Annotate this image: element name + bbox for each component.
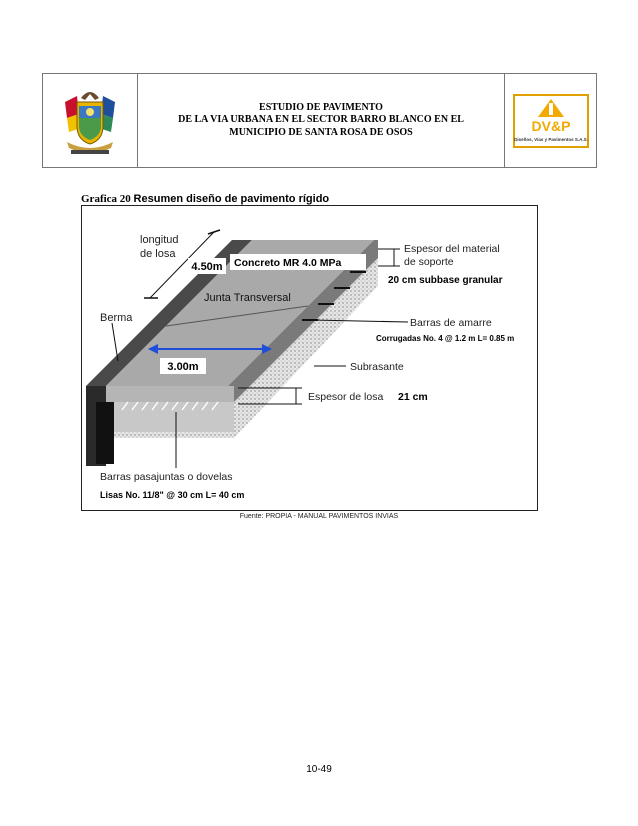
base-corner-block: [96, 402, 114, 464]
dowels-label: Barras pasajuntas o dovelas: [100, 471, 233, 483]
coat-of-arms-logo: [57, 84, 123, 158]
width-value-label: 3.00m: [167, 361, 199, 373]
transverse-joint-label: Junta Transversal: [204, 292, 291, 304]
slab-length-label: longitud: [140, 234, 179, 246]
header-right-logo-cell: [505, 74, 596, 167]
header-title-line3: MUNICIPIO DE SANTA ROSA DE OSOS: [229, 126, 413, 138]
pavement-diagram-frame: [81, 205, 538, 511]
figure-caption-prefix: Grafica 20: [81, 193, 131, 205]
subbase-label: 20 cm subbase granular: [388, 275, 503, 286]
support-thickness-label: Espesor del material: [404, 243, 500, 255]
slab-length-label2: de losa: [140, 248, 176, 260]
figure-caption: [81, 193, 329, 205]
header-left-logo-cell: [43, 74, 138, 167]
shoulder-label: Berma: [100, 312, 133, 324]
header-title-cell: [138, 74, 505, 167]
shoulder-leader: [112, 323, 118, 361]
document-header: [42, 73, 597, 168]
pavement-diagram: [82, 206, 536, 509]
figure-caption-text: Resumen diseño de pavimento rígido: [133, 193, 330, 205]
header-title-line2: DE LA VIA URBANA EN EL SECTOR BARRO BLANCO EN EL: [178, 114, 464, 126]
dvp-logo-mark: DV&P: [531, 117, 570, 134]
support-thickness-label2: de soporte: [404, 256, 454, 268]
dowels-spec: Lisas No. 11/8" @ 30 cm L= 40 cm: [100, 490, 245, 500]
concrete-label: Concreto MR 4.0 MPa: [234, 257, 342, 269]
header-title-line1: ESTUDIO DE PAVIMENTO: [259, 101, 383, 113]
dvp-company-logo: [512, 91, 590, 151]
slab-thickness-label: Espesor de losa: [308, 391, 384, 403]
slab-front-band: [106, 386, 234, 402]
slab-length-value: 4.50m: [191, 261, 223, 273]
tie-bars-spec: Corrugadas No. 4 @ 1.2 m L= 0.85 m: [376, 334, 515, 343]
subgrade-label: Subrasante: [350, 361, 404, 373]
page-number: 10-49: [306, 764, 332, 775]
slab-thickness-value: 21 cm: [398, 391, 428, 403]
dvp-logo-subtitle: Diseños, Vías y Pavimentos S.A.S.: [513, 136, 588, 142]
figure-source: Fuente: PROPIA - MANUAL PAVIMENTOS INVIAS: [239, 513, 399, 520]
tie-bars-label: Barras de amarre: [410, 317, 492, 329]
